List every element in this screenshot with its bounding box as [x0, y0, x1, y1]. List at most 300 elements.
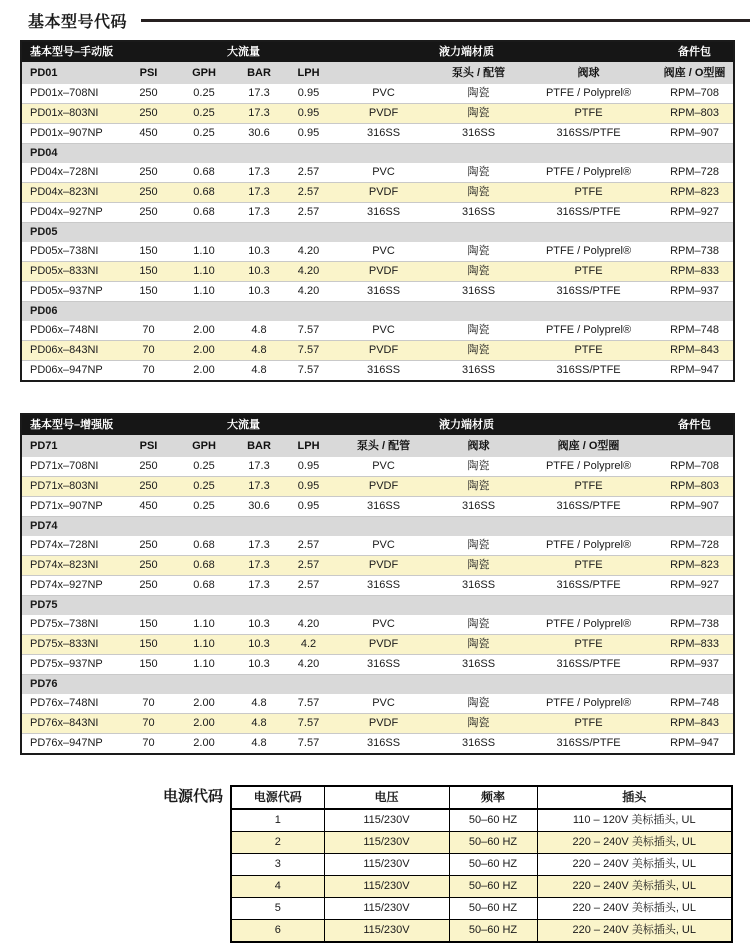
gph-cell: 0.25: [176, 124, 232, 144]
pump-head-cell: PVDF: [331, 262, 436, 282]
bar-cell: 30.6: [232, 124, 286, 144]
valve-ball-cell: 陶瓷: [436, 163, 521, 183]
lph-cell: 2.57: [286, 556, 331, 576]
pump-head-cell: PVC: [331, 536, 436, 556]
psi-cell: 450: [121, 497, 176, 517]
gph-cell: 2.00: [193, 364, 215, 376]
model-cell: PD75x–738NI: [21, 615, 121, 635]
spare-kit-cell: RPM–748: [656, 321, 734, 341]
gph-cell: 1.10: [176, 242, 232, 262]
lph-cell: 7.57: [286, 714, 331, 734]
lph-cell: 4.20: [286, 615, 331, 635]
model-cell: PD06x–748NI: [21, 321, 121, 341]
frequency-cell: 50–60 HZ: [449, 832, 537, 854]
psi-header: PSI: [121, 62, 176, 84]
voltage-cell: 115/230V: [324, 920, 449, 943]
gph-cell: 2.00: [176, 714, 232, 734]
section-header-row: [21, 223, 734, 243]
valve-ball-cell: 陶瓷: [436, 615, 521, 635]
gph-cell: 1.10: [176, 655, 232, 675]
spec-row: [21, 635, 734, 655]
valve-seat-cell: PTFE / Polyprel®: [521, 163, 656, 183]
valve-ball-cell: 316SS: [436, 497, 521, 517]
psi-cell: 250: [121, 84, 176, 104]
bar-cell: 4.8: [232, 694, 286, 714]
spare-kit-cell: RPM–728: [656, 163, 734, 183]
psi-cell: 150: [121, 262, 176, 282]
spare-kit-cell: RPM–833: [656, 635, 734, 655]
valve-seat-cell: PTFE: [521, 477, 656, 497]
pump-head-cell: PVC: [331, 321, 436, 341]
spec-row: [21, 694, 734, 714]
spec-row: [21, 556, 734, 576]
model-cell: PD04x–927NP: [21, 203, 121, 223]
pump-head-header: 泵头 / 配管: [331, 435, 436, 457]
bar-cell: 10.3: [232, 262, 286, 282]
frequency-cell: 50–60 HZ: [449, 854, 537, 876]
gph-cell: 0.25: [176, 497, 232, 517]
voltage-cell: 115/230V: [324, 832, 449, 854]
gph-cell: 0.68: [176, 183, 232, 203]
valve-seat-cell: 316SS/PTFE: [556, 737, 621, 749]
bar-cell: 17.3: [232, 104, 286, 124]
spare-kit-cell: RPM–843: [656, 714, 734, 734]
model-cell: PD71x–708NI: [21, 457, 121, 477]
plug-cell: 220 – 240V 美标插头, UL: [537, 898, 732, 920]
lph-cell: 4.2: [286, 635, 331, 655]
table-title-row: [21, 414, 734, 435]
lph-cell: 0.95: [286, 104, 331, 124]
spare-kit-cell: RPM–748: [656, 694, 734, 714]
psi-cell: 70: [121, 341, 176, 361]
flow-header: 大流量: [176, 41, 331, 62]
lph-cell: 0.95: [286, 457, 331, 477]
bar-cell: 17.3: [232, 536, 286, 556]
pump-head-cell: PVDF: [331, 341, 436, 361]
column-header-row: [21, 62, 734, 84]
pump-head-cell: PVC: [331, 694, 436, 714]
spare-kit-cell: RPM–843: [656, 341, 734, 361]
valve-ball-cell: 陶瓷: [436, 714, 521, 734]
flow-header: 大流量: [176, 414, 331, 435]
psi-cell: 150: [121, 655, 176, 675]
bar-cell: 4.8: [251, 737, 267, 749]
valve-seat-cell: 316SS/PTFE: [521, 576, 656, 596]
spec-row: [21, 714, 734, 734]
lph-cell: 4.20: [286, 242, 331, 262]
valve-seat-cell: PTFE: [521, 262, 656, 282]
lph-cell: 4.20: [286, 655, 331, 675]
frequency-cell: 50–60 HZ: [449, 898, 537, 920]
valve-seat-cell: PTFE / Polyprel®: [521, 242, 656, 262]
pump-head-cell: PVDF: [331, 104, 436, 124]
bar-cell: 10.3: [232, 615, 286, 635]
valve-seat-header: 阀座 / O型圈: [521, 435, 656, 457]
power-code-cell: 4: [231, 876, 324, 898]
title-rule: [141, 19, 750, 22]
psi-cell: 70: [121, 714, 176, 734]
bar-cell: 30.6: [232, 497, 286, 517]
table-title: 基本型号–增强版: [21, 414, 176, 435]
spare-kit-cell: RPM–728: [656, 536, 734, 556]
bar-cell: 4.8: [232, 341, 286, 361]
valve-seat-cell: PTFE: [521, 183, 656, 203]
gph-cell: 0.25: [176, 457, 232, 477]
lph-cell: 0.95: [286, 84, 331, 104]
gph-cell: 2.00: [193, 737, 215, 749]
section-name: PD74: [21, 517, 734, 537]
valve-seat-cell: 316SS/PTFE: [521, 655, 656, 675]
power-code-cell: 1: [231, 809, 324, 832]
spec-row: [21, 163, 734, 183]
section-name: PD76: [21, 675, 734, 695]
valve-seat-header: 阀座 / O型圈: [656, 62, 734, 84]
pump-head-cell: PVC: [331, 457, 436, 477]
model-cell: PD01x–907NP: [21, 124, 121, 144]
spare-kit-cell: RPM–738: [656, 242, 734, 262]
bar-cell: 17.3: [232, 84, 286, 104]
model-cell: PD05x–937NP: [21, 282, 121, 302]
voltage-cell: 115/230V: [324, 854, 449, 876]
model-cell: PD05x–833NI: [21, 262, 121, 282]
valve-ball-cell: 316SS: [436, 282, 521, 302]
model-cell: PD06x–843NI: [21, 341, 121, 361]
psi-cell: 250: [121, 556, 176, 576]
valve-ball-cell: 陶瓷: [436, 694, 521, 714]
spare-kit-cell: RPM–927: [656, 576, 734, 596]
lph-header: LPH: [286, 435, 331, 457]
pump-head-cell: PVDF: [331, 714, 436, 734]
valve-seat-cell: PTFE / Polyprel®: [521, 694, 656, 714]
table-title-row: [21, 41, 734, 62]
plug-cell: 220 – 240V 美标插头, UL: [537, 920, 732, 943]
materials-header: 液力端材质: [331, 41, 656, 62]
psi-cell: 250: [121, 536, 176, 556]
pump-head-cell: PVC: [331, 163, 436, 183]
lph-cell: 0.95: [286, 477, 331, 497]
section-name: PD75: [21, 596, 734, 616]
model-cell: PD74x–728NI: [21, 536, 121, 556]
plug-header: 插头: [537, 786, 732, 809]
spec-row: [21, 203, 734, 223]
page-title-row: [0, 0, 750, 32]
valve-ball-cell: 316SS: [436, 655, 521, 675]
model-cell: PD75x–937NP: [21, 655, 121, 675]
lph-cell: 2.57: [286, 163, 331, 183]
valve-ball-header: 阀球: [521, 62, 656, 84]
bar-cell: 17.3: [232, 163, 286, 183]
model-table-enhanced: [20, 413, 735, 755]
psi-cell: 250: [121, 477, 176, 497]
bar-header: BAR: [232, 62, 286, 84]
voltage-cell: 115/230V: [324, 876, 449, 898]
table-title: 基本型号–手动版: [21, 41, 176, 62]
psi-cell: 150: [121, 242, 176, 262]
bar-cell: 4.8: [251, 364, 267, 376]
pump-head-cell: PVC: [331, 615, 436, 635]
valve-seat-cell: 316SS/PTFE: [521, 203, 656, 223]
spare-header: 备件包: [656, 414, 734, 435]
power-code-section: [0, 785, 750, 943]
spare-kit-cell: RPM–947: [670, 737, 719, 749]
valve-seat-cell: 316SS/PTFE: [521, 124, 656, 144]
psi-cell: 250: [121, 104, 176, 124]
frequency-header: 频率: [449, 786, 537, 809]
spec-row: [21, 576, 734, 596]
model-cell: PD76x–748NI: [21, 694, 121, 714]
power-row: [231, 832, 732, 854]
gph-cell: 0.68: [176, 556, 232, 576]
psi-cell: 250: [121, 457, 176, 477]
valve-seat-cell: PTFE: [521, 556, 656, 576]
lph-header: LPH: [286, 62, 331, 84]
power-row: [231, 898, 732, 920]
gph-header: GPH: [176, 435, 232, 457]
valve-ball-cell: 陶瓷: [436, 321, 521, 341]
gph-cell: 2.00: [176, 341, 232, 361]
spare-kit-cell: RPM–937: [656, 655, 734, 675]
plug-cell: 220 – 240V 美标插头, UL: [537, 832, 732, 854]
model-cell: PD74x–927NP: [21, 576, 121, 596]
bar-cell: 17.3: [232, 477, 286, 497]
spec-row: [21, 242, 734, 262]
plug-cell: 110 – 120V 美标插头, UL: [537, 809, 732, 832]
model-cell: PD05x–738NI: [21, 242, 121, 262]
spec-row: [21, 361, 734, 382]
valve-seat-cell: PTFE: [521, 714, 656, 734]
bar-cell: 10.3: [232, 242, 286, 262]
model-cell: PD04x–823NI: [21, 183, 121, 203]
spec-row: [21, 262, 734, 282]
pump-head-cell: PVC: [331, 84, 436, 104]
lph-cell: 7.57: [286, 694, 331, 714]
valve-ball-cell: 316SS: [436, 203, 521, 223]
gph-cell: 0.68: [176, 576, 232, 596]
pump-head-cell: PVDF: [331, 635, 436, 655]
pump-head-cell: 316SS: [331, 282, 436, 302]
section-header-row: [21, 302, 734, 322]
lph-cell: 2.57: [286, 576, 331, 596]
section-name: PD04: [21, 144, 734, 164]
power-code-table: [230, 785, 733, 943]
pump-head-cell: 316SS: [331, 124, 436, 144]
spec-row: [21, 124, 734, 144]
voltage-cell: 115/230V: [324, 898, 449, 920]
spare-kit-cell: RPM–937: [656, 282, 734, 302]
spare-kit-cell: RPM–907: [656, 497, 734, 517]
valve-seat-cell: PTFE: [521, 635, 656, 655]
psi-cell: 150: [121, 282, 176, 302]
spec-row: [21, 457, 734, 477]
valve-seat-cell: PTFE: [521, 104, 656, 124]
gph-cell: 0.68: [176, 163, 232, 183]
page-title: 基本型号代码: [28, 13, 128, 31]
spare-kit-cell: RPM–833: [656, 262, 734, 282]
valve-ball-cell: 陶瓷: [436, 477, 521, 497]
materials-header: 液力端材质: [331, 414, 656, 435]
spare-kit-cell: RPM–947: [670, 364, 719, 376]
spec-row: [21, 734, 734, 755]
valve-ball-cell: 陶瓷: [436, 556, 521, 576]
spare-header: 备件包: [656, 41, 734, 62]
pump-head-cell: PVDF: [331, 183, 436, 203]
spec-row: [21, 321, 734, 341]
gph-cell: 0.25: [176, 104, 232, 124]
lph-cell: 2.57: [286, 203, 331, 223]
bar-cell: 4.8: [232, 714, 286, 734]
valve-seat-cell: PTFE / Polyprel®: [521, 615, 656, 635]
valve-ball-cell: 陶瓷: [436, 457, 521, 477]
lph-cell: 7.57: [297, 364, 320, 376]
pump-head-cell: 316SS: [331, 497, 436, 517]
gph-header: GPH: [176, 62, 232, 84]
series-label: PD01: [21, 62, 121, 84]
spec-row: [21, 183, 734, 203]
bar-cell: 17.3: [232, 203, 286, 223]
spacer-cell: [331, 62, 436, 84]
section-header-row: [21, 675, 734, 695]
psi-header: PSI: [121, 435, 176, 457]
valve-seat-cell: 316SS/PTFE: [556, 364, 621, 376]
model-cell: PD06x–947NP: [30, 364, 103, 376]
lph-cell: 2.57: [286, 183, 331, 203]
frequency-cell: 50–60 HZ: [449, 876, 537, 898]
psi-cell: 250: [121, 163, 176, 183]
plug-cell: 220 – 240V 美标插头, UL: [537, 854, 732, 876]
voltage-cell: 115/230V: [324, 809, 449, 832]
spec-row: [21, 615, 734, 635]
valve-seat-cell: 316SS/PTFE: [521, 497, 656, 517]
spare-kit-cell: RPM–803: [656, 104, 734, 124]
pump-head-header: 泵头 / 配管: [436, 62, 521, 84]
model-cell: PD04x–728NI: [21, 163, 121, 183]
spec-row: [21, 536, 734, 556]
model-cell: PD01x–803NI: [21, 104, 121, 124]
gph-cell: 0.25: [176, 477, 232, 497]
valve-ball-cell: 陶瓷: [436, 341, 521, 361]
spare-kit-cell: RPM–927: [656, 203, 734, 223]
bar-cell: 17.3: [232, 576, 286, 596]
psi-cell: 250: [121, 183, 176, 203]
section-name: PD05: [21, 223, 734, 243]
spec-row: [21, 341, 734, 361]
lph-cell: 0.95: [286, 497, 331, 517]
lph-cell: 4.20: [286, 282, 331, 302]
gph-cell: 1.10: [176, 282, 232, 302]
valve-seat-cell: 316SS/PTFE: [521, 282, 656, 302]
bar-cell: 10.3: [232, 282, 286, 302]
lph-cell: 0.95: [286, 124, 331, 144]
bar-header: BAR: [232, 435, 286, 457]
power-code-cell: 5: [231, 898, 324, 920]
psi-cell: 70: [142, 364, 155, 376]
frequency-cell: 50–60 HZ: [449, 920, 537, 943]
spare-kit-cell: RPM–907: [656, 124, 734, 144]
section-name: PD06: [21, 302, 734, 322]
bar-cell: 4.8: [232, 321, 286, 341]
spec-row: [21, 282, 734, 302]
model-cell: PD71x–907NP: [21, 497, 121, 517]
valve-ball-cell: 陶瓷: [436, 536, 521, 556]
valve-ball-cell: 316SS: [436, 124, 521, 144]
psi-cell: 150: [121, 635, 176, 655]
bar-cell: 17.3: [232, 183, 286, 203]
spec-row: [21, 655, 734, 675]
lph-cell: 7.57: [286, 341, 331, 361]
gph-cell: 1.10: [176, 262, 232, 282]
spare-kit-cell: RPM–803: [656, 477, 734, 497]
model-cell: PD74x–823NI: [21, 556, 121, 576]
section-header-row: [21, 596, 734, 616]
power-header-row: [231, 786, 732, 809]
valve-ball-cell: 陶瓷: [436, 635, 521, 655]
section-header-row: [21, 517, 734, 537]
model-cell: PD01x–708NI: [21, 84, 121, 104]
gph-cell: 0.25: [176, 84, 232, 104]
power-code-header: 电源代码: [231, 786, 324, 809]
valve-ball-cell: 陶瓷: [436, 104, 521, 124]
column-header-row: [21, 435, 734, 457]
valve-ball-cell: 陶瓷: [436, 242, 521, 262]
model-cell: PD75x–833NI: [21, 635, 121, 655]
bar-cell: 17.3: [232, 556, 286, 576]
spec-row: [21, 84, 734, 104]
gph-cell: 1.10: [176, 615, 232, 635]
model-cell: PD71x–803NI: [21, 477, 121, 497]
spacer-cell: [656, 435, 734, 457]
psi-cell: 450: [121, 124, 176, 144]
pump-head-cell: PVDF: [331, 556, 436, 576]
power-section-label: 电源代码: [162, 788, 223, 805]
valve-ball-cell: 316SS: [462, 737, 496, 749]
voltage-header: 电压: [324, 786, 449, 809]
model-table-manual: [20, 40, 735, 382]
power-code-cell: 6: [231, 920, 324, 943]
pump-head-cell: 316SS: [331, 576, 436, 596]
psi-cell: 250: [121, 576, 176, 596]
power-row: [231, 920, 732, 943]
psi-cell: 150: [121, 615, 176, 635]
model-cell: PD76x–947NP: [30, 737, 103, 749]
pump-head-cell: 316SS: [367, 737, 401, 749]
power-row: [231, 876, 732, 898]
gph-cell: 1.10: [176, 635, 232, 655]
gph-cell: 2.00: [176, 694, 232, 714]
spare-kit-cell: RPM–708: [656, 84, 734, 104]
valve-seat-cell: PTFE / Polyprel®: [521, 84, 656, 104]
valve-seat-cell: PTFE: [521, 341, 656, 361]
spec-row: [21, 477, 734, 497]
plug-cell: 220 – 240V 美标插头, UL: [537, 876, 732, 898]
valve-seat-cell: PTFE / Polyprel®: [521, 457, 656, 477]
model-cell: PD76x–843NI: [21, 714, 121, 734]
valve-seat-cell: PTFE / Polyprel®: [521, 536, 656, 556]
pump-head-cell: 316SS: [331, 655, 436, 675]
valve-ball-cell: 316SS: [436, 576, 521, 596]
lph-cell: 7.57: [297, 737, 320, 749]
bar-cell: 17.3: [232, 457, 286, 477]
lph-cell: 2.57: [286, 536, 331, 556]
lph-cell: 7.57: [286, 321, 331, 341]
bar-cell: 10.3: [232, 635, 286, 655]
frequency-cell: 50–60 HZ: [449, 809, 537, 832]
valve-ball-cell: 316SS: [462, 364, 496, 376]
gph-cell: 0.68: [176, 203, 232, 223]
power-row: [231, 809, 732, 832]
spec-row: [21, 104, 734, 124]
gph-cell: 2.00: [176, 321, 232, 341]
valve-ball-cell: 陶瓷: [436, 183, 521, 203]
